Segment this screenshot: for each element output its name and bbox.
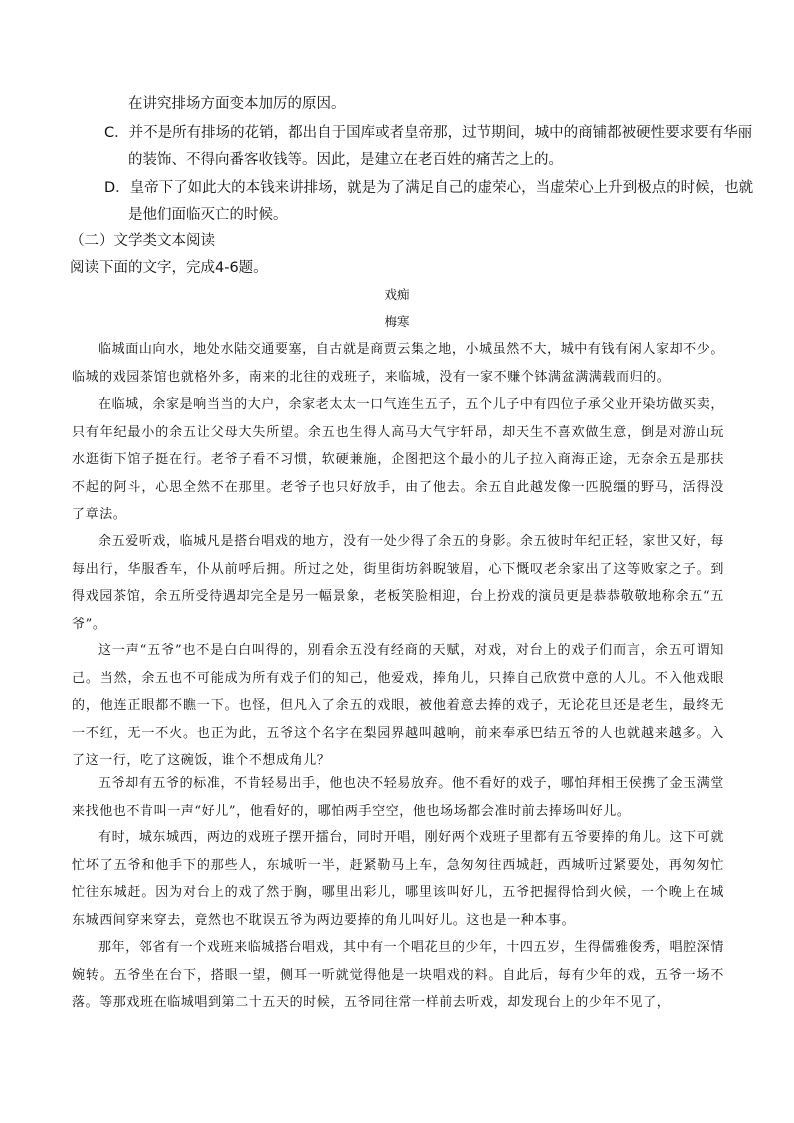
story-title: 戏痴	[384, 287, 410, 302]
story-paragraph-3: 余五爱听戏，临城凡是搭台唱戏的地方，没有一处少得了余五的身影。余五彼时年纪正轻，家世又好，每每出行，华服香车，仆从前呼后拥。所过之处，街里街坊斜睨皱眉，心下慨叹老余家出了这等败家之子。到得戏园茶馆，余五所受待遇却完全是另一幅景象，老板笑脸相迎，台上扮戏的演员更是恭恭敬敬地称余五“五爷”。	[72, 534, 724, 632]
story-paragraph-4: 这一声“五爷”也不是白白叫得的，别看余五没有经商的天赋，对戏，对台上的戏子们而言，余五可谓知己。当然，余五也不可能成为所有戏子们的知己，他爱戏，捧角儿，只捧自己欣赏中意的人儿。不入他戏眼的，他连正眼都不瞧一下。也怪，但凡入了余五的戏眼，被他着意去捧的戏子，无论花旦还是老生，最终无一不红，无一不火。也正为此，五爷这个名字在梨园界越叫越响，前来奉承巴结五爷的人也就越来越多。入了这一行，吃了这碗饭，谁个不想成角儿？	[72, 643, 724, 769]
option-d-continuation: 是他们面临灭亡的时候。	[128, 207, 288, 223]
option-d: D．皇帝下了如此大的本钱来讲排场，就是为了满足自己的虚荣心，当虚荣心上升到极点的时候，也就	[104, 180, 754, 196]
option-c-continuation: 的装饰、不得向番客收钱等。因此，是建立在老百姓的痛苦之上的。	[128, 152, 563, 168]
section-instruction: 阅读下面的文字，完成4-6题。	[70, 260, 268, 276]
story-paragraph-5: 五爷却有五爷的标准，不肯轻易出手，他也决不轻易放弃。他不看好的戏子，哪怕拜相王侯携了金玉满堂来找他也不肯叫一声“好儿”，他看好的，哪怕两手空空，他也场场都会准时前去捧场叫好儿。	[72, 776, 724, 819]
story-paragraph-6: 有时，城东城西，两边的戏班子摆开擂台，同时开唱，刚好两个戏班子里都有五爷要捧的角儿。这下可就忙坏了五爷和他手下的那些人，东城听一半，赶紧勒马上车，急匆匆往西城赶，西城听过紧要处，再匆匆忙忙往东城赶。因为对台上的戏了然于胸，哪里出彩儿，哪里该叫好儿，五爷把握得恰到火候，一个晚上在城东城西间穿来穿去，竟然也不耽误五爷为两边要捧的角儿叫好儿。这也是一种本事。	[72, 830, 724, 928]
story-paragraph-1: 临城面山向水，地处水陆交通要塞，自古就是商贾云集之地，小城虽然不大，城中有钱有闲人家却不少。临城的戏园茶馆也就格外多，南来的北往的戏班子，来临城，没有一家不赚个钵满盆满满载而归的。	[72, 342, 724, 385]
option-c: C．并不是所有排场的花销，都出自于国库或者皇帝那，过节期间，城中的商铺都被硬性要求要有华丽	[104, 125, 753, 141]
option-b-continuation: 在讲究排场方面变本加厉的原因。	[128, 96, 346, 112]
section-heading: （二）文学类文本阅读	[70, 233, 215, 249]
story-paragraph-7: 那年，邻省有一个戏班来临城搭台唱戏，其中有一个唱花旦的少年，十四五岁，生得儒雅俊秀，唱腔深情婉转。五爷坐在台下，搭眼一望，侧耳一听就觉得他是一块唱戏的料。自此后，每有少年的戏，五爷一场不落。等那戏班在临城唱到第二十五天的时候，五爷同往常一样前去听戏，却发现台上的少年不见了，	[72, 940, 724, 1011]
story-author: 梅寒	[384, 314, 410, 329]
story-paragraph-2: 在临城，余家是响当当的大户，余家老太太一口气连生五子，五个儿子中有四位子承父业开染坊做买卖，只有年纪最小的余五让父母大失所望。余五也生得人高马大气宇轩昂，却天生不喜欢做生意，倒是对游山玩水逛街下馆子挺在行。老爷子看不习惯，软硬兼施，企图把这个最小的儿子拉入商海正途，无奈余五是那扶不起的阿斗，心思全然不在那里。老爷子也只好放手，由了他去。余五自此越发像一匹脱缰的野马，活得没了章法。	[72, 397, 724, 523]
